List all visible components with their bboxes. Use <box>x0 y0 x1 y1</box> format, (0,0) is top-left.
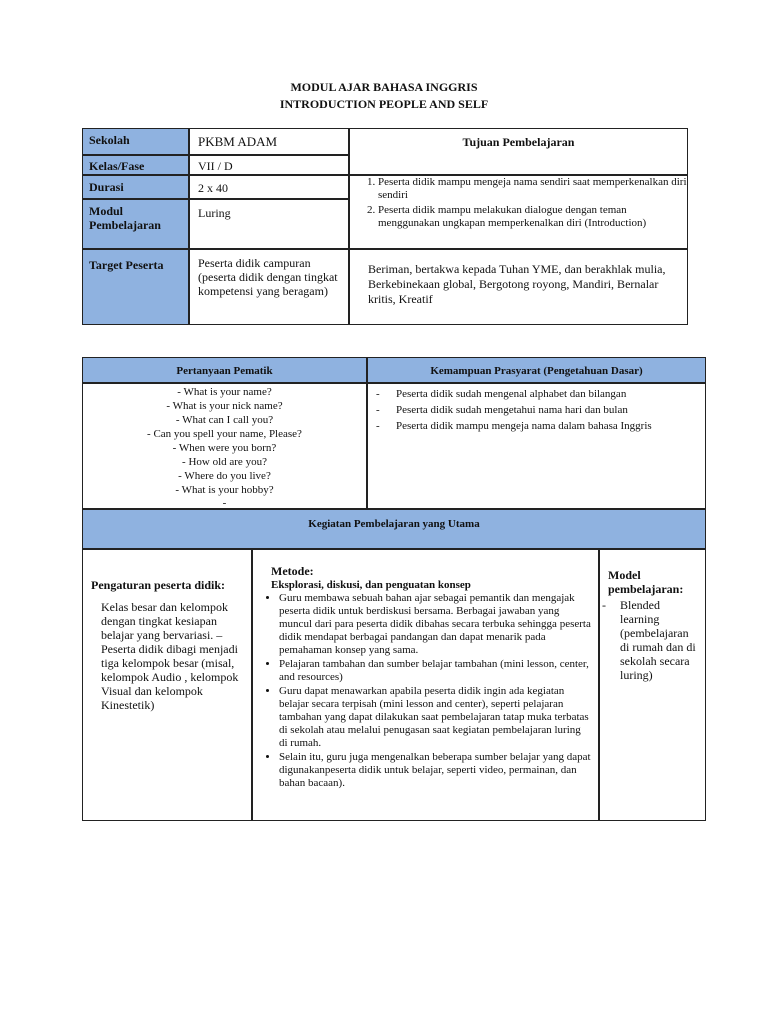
value-target: Peserta didik campuran (peserta didik dengan tingkat kompetensi yang beragam) <box>189 249 349 325</box>
profil-pelajar: Beriman, bertakwa kepada Tuhan YME, dan berakhlak mulia, Berkebinekaan global, Bergotong royong, Mandiri, Bernalar kritis, Kreatif <box>349 249 688 325</box>
tujuan-list <box>349 175 688 249</box>
pertanyaan-item: - Where do you live? <box>178 470 271 482</box>
metode-subtitle: Eksplorasi, diskusi, dan penguatan konsep <box>271 579 471 591</box>
label-kelas: Kelas/Fase <box>82 155 189 175</box>
label-durasi: Durasi <box>82 175 189 199</box>
pertanyaan-item: - <box>222 497 227 509</box>
model-text: Blended learning (pembelajaran di rumah dan di sekolah secara luring) <box>620 598 696 682</box>
pertanyaan-item: - What is your name? <box>177 386 272 398</box>
metode-cell <box>252 549 599 821</box>
kemampuan-item: - Peserta didik mampu mengeja nama dalam bahasa Inggris <box>368 418 705 434</box>
pertanyaan-item: - How old are you? <box>182 456 267 468</box>
doc-title-line1: MODUL AJAR BAHASA INGGRIS <box>290 80 478 94</box>
metode-item: • Guru membawa sebuah bahan ajar sebagai pemantik dan mengajak peserta didik untuk berdiskusi bersama. Berbagai jawaban yang muncul dari para peserta didik dibahas secara terbuka sehingga peserta didik mendapat berbagai pandangan dan dapat menarik pada pemahaman konsep yang sama. <box>279 592 592 657</box>
pengaturan-title: Pengaturan peserta didik: <box>91 578 226 592</box>
pertanyaan-item: - What is your hobby? <box>175 484 274 496</box>
pertanyaan-item: - What is your nick name? <box>166 400 283 412</box>
pertanyaan-list <box>82 383 367 509</box>
value-modul: Luring <box>189 199 349 249</box>
label-modul: Modul Pembelajaran <box>82 199 189 249</box>
label-sekolah: Sekolah <box>82 128 189 155</box>
metode-item: • Pelajaran tambahan dan sumber belajar tambahan (mini lesson, center, and resources) <box>279 658 592 684</box>
model-cell <box>599 549 706 821</box>
doc-title-line2: INTRODUCTION PEOPLE AND SELF <box>279 97 489 111</box>
metode-item: • Guru dapat menawarkan apabila peserta didik ingin ada kegiatan belajar secara terpisah (mini lesson and center), seperti pelajaran tambahan yang dapat dilakukan saat pembelajaran tatap muka terbatas di sekolah atau melalui penugasan saat kegiatan pembelajaran luring di rumah. <box>279 685 592 750</box>
value-sekolah: PKBM ADAM <box>189 128 349 155</box>
value-durasi: 2 x 40 <box>189 175 349 199</box>
model-title: Model pembelajaran: <box>608 568 684 596</box>
tujuan-item: 1. Peserta didik mampu mengeja nama sendiri saat memperkenalkan diri sendiri <box>378 176 687 202</box>
pertanyaan-item: - When were you born? <box>172 442 277 454</box>
dash-bullet: - <box>602 598 606 612</box>
kemampuan-item: - Peserta didik sudah mengetahui nama hari dan bulan <box>368 402 705 418</box>
kemampuan-item: - Peserta didik sudah mengenal alphabet dan bilangan <box>368 386 705 402</box>
pengaturan-cell <box>82 549 252 821</box>
metode-item: • Selain itu, guru juga mengenalkan beberapa sumber belajar yang dapat digunakanpeserta didik untuk belajar, seperti video, permainan, dan bahan bacaan). <box>279 751 592 790</box>
model-text-row <box>602 598 699 682</box>
pertanyaan-header: Pertanyaan Pematik <box>82 357 367 383</box>
label-target: Target Peserta <box>82 249 189 325</box>
metode-title: Metode: <box>271 564 314 578</box>
kemampuan-header: Kemampuan Prasyarat (Pengetahuan Dasar) <box>367 357 706 383</box>
value-kelas: VII / D <box>189 155 349 175</box>
tujuan-header: Tujuan Pembelajaran <box>349 128 688 175</box>
pengaturan-text: Kelas besar dan kelompok dengan tingkat kesiapan belajar yang bervariasi. – Peserta didik dibagi menjadi tiga kelompok besar (misal, kelompok Audio , kelompok Visual dan kelompok Kinestetik) <box>101 600 239 712</box>
kemampuan-list <box>367 383 706 509</box>
tujuan-item: 2. Peserta didik mampu melakukan dialogue dengan teman menggunakan ungkapan memperkenalkan diri (Introduction) <box>378 204 687 230</box>
pertanyaan-item: - Can you spell your name, Please? <box>147 428 302 440</box>
kegiatan-header: Kegiatan Pembelajaran yang Utama <box>82 509 706 549</box>
pertanyaan-item: - What can I call you? <box>175 414 274 426</box>
